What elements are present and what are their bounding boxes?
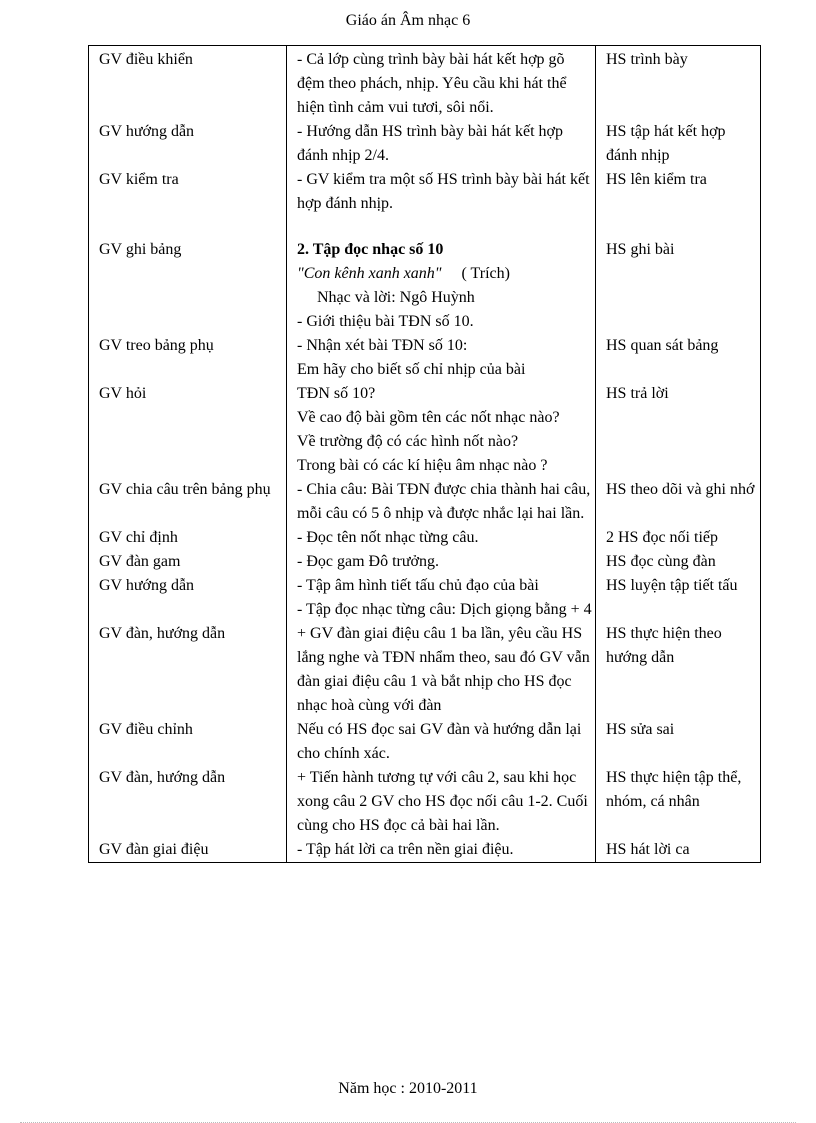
table-row	[89, 46, 761, 121]
table-row	[89, 382, 761, 478]
content-cell: - Chia câu: Bài TĐN được chia thành hai câu, mỗi câu có 5 ô nhịp và được nhắc lại hai lần.	[287, 478, 596, 526]
song-note: ( Trích)	[461, 265, 510, 282]
content-line: TĐN số 10?	[297, 385, 376, 402]
content-cell: - Hướng dẫn HS trình bày bài hát kết hợp đánh nhịp 2/4.	[287, 120, 596, 168]
teacher-cell: GV đàn giai điệu	[89, 838, 287, 863]
teacher-cell: GV chia câu trên bảng phụ	[89, 478, 287, 526]
student-cell: HS lên kiểm tra	[596, 168, 761, 216]
student-cell: HS theo dõi và ghi nhớ	[596, 478, 761, 526]
spacer-row	[89, 216, 761, 238]
table-row	[89, 478, 761, 526]
table-row	[89, 622, 761, 718]
teacher-cell: GV hướng dẫn	[89, 574, 287, 622]
student-cell: HS thực hiện tập thể, nhóm, cá nhân	[596, 766, 761, 838]
content-line: Về trường độ có các hình nốt nào?	[297, 433, 519, 450]
table-row	[89, 120, 761, 168]
content-line: Về cao độ bài gồm tên các nốt nhạc nào?	[297, 409, 560, 426]
student-cell: HS quan sát bảng	[596, 334, 761, 382]
student-cell: HS ghi bài	[596, 238, 761, 334]
teacher-cell: GV ghi bảng	[89, 238, 287, 334]
song-title-line	[297, 262, 595, 286]
content-line: - Tập đọc nhạc từng câu: Dịch giọng bằng + 4	[297, 601, 592, 618]
table-row	[89, 168, 761, 216]
teacher-cell: GV kiểm tra	[89, 168, 287, 216]
teacher-cell: GV đàn, hướng dẫn	[89, 622, 287, 718]
page-footer: Năm học : 2010-2011	[338, 1080, 478, 1097]
teacher-cell: GV điều khiển	[89, 46, 287, 121]
student-cell: 2 HS đọc nối tiếp	[596, 526, 761, 550]
content-cell: + Tiến hành tương tự với câu 2, sau khi học xong câu 2 GV cho HS đọc nối câu 1-2. Cuối cùng cho HS đọc cả bài hai lần.	[287, 766, 596, 838]
student-cell: HS trình bày	[596, 46, 761, 121]
content-cell: - Đọc gam Đô trưởng.	[287, 550, 596, 574]
teacher-cell: GV treo bảng phụ	[89, 334, 287, 382]
section-heading: 2. Tập đọc nhạc số 10	[297, 241, 444, 258]
content-cell: - Cả lớp cùng trình bày bài hát kết hợp gõ đệm theo phách, nhịp. Yêu cầu khi hát thể hiện tình cảm vui tươi, sôi nổi.	[287, 46, 596, 121]
table-row	[89, 550, 761, 574]
teacher-cell: GV hỏi	[89, 382, 287, 478]
content-line: - Giới thiệu bài TĐN số 10.	[297, 313, 474, 330]
teacher-cell: GV đàn, hướng dẫn	[89, 766, 287, 838]
student-cell: HS đọc cùng đàn	[596, 550, 761, 574]
content-line: - Nhận xét bài TĐN số 10:	[297, 337, 468, 354]
song-title: "Con kênh xanh xanh"	[297, 265, 442, 282]
student-cell: HS trả lời	[596, 382, 761, 478]
page-header: Giáo án Âm nhạc 6	[345, 12, 471, 29]
table-row	[89, 718, 761, 766]
content-cell: - Đọc tên nốt nhạc từng câu.	[287, 526, 596, 550]
content-cell: - Tập hát lời ca trên nền giai điệu.	[287, 838, 596, 863]
teacher-cell: GV điều chỉnh	[89, 718, 287, 766]
student-cell: HS hát lời ca	[596, 838, 761, 863]
student-cell: HS luyện tập tiết tấu	[596, 574, 761, 622]
table-row	[89, 766, 761, 838]
lesson-table	[88, 45, 761, 863]
content-line: Em hãy cho biết số chỉ nhịp của bài	[297, 361, 526, 378]
student-cell: HS sửa sai	[596, 718, 761, 766]
content-cell: + GV đàn giai điệu câu 1 ba lần, yêu cầu HS lắng nghe và TĐN nhẩm theo, sau đó GV vẫn đàn giai điệu câu 1 và bắt nhịp cho HS đọc nhạc hoà cùng với đàn	[287, 622, 596, 718]
content-line: - Tập âm hình tiết tấu chủ đạo của bài	[297, 577, 539, 594]
song-author: Nhạc và lời: Ngô Huỳnh	[317, 289, 475, 306]
table-row	[89, 526, 761, 550]
teacher-cell: GV chỉ định	[89, 526, 287, 550]
table-row	[89, 838, 761, 863]
content-cell: Nếu có HS đọc sai GV đàn và hướng dẫn lại cho chính xác.	[287, 718, 596, 766]
student-cell: HS tập hát kết hợp đánh nhịp	[596, 120, 761, 168]
teacher-cell: GV đàn gam	[89, 550, 287, 574]
teacher-cell: GV hướng dẫn	[89, 120, 287, 168]
content-line: Trong bài có các kí hiệu âm nhạc nào ?	[297, 457, 548, 474]
content-cell	[287, 238, 596, 334]
student-cell: HS thực hiện theo hướng dẫn	[596, 622, 761, 718]
table-row	[89, 334, 761, 382]
content-cell: - GV kiểm tra một số HS trình bày bài hát kết hợp đánh nhịp.	[287, 168, 596, 216]
table-row	[89, 574, 761, 622]
table-row	[89, 238, 761, 334]
